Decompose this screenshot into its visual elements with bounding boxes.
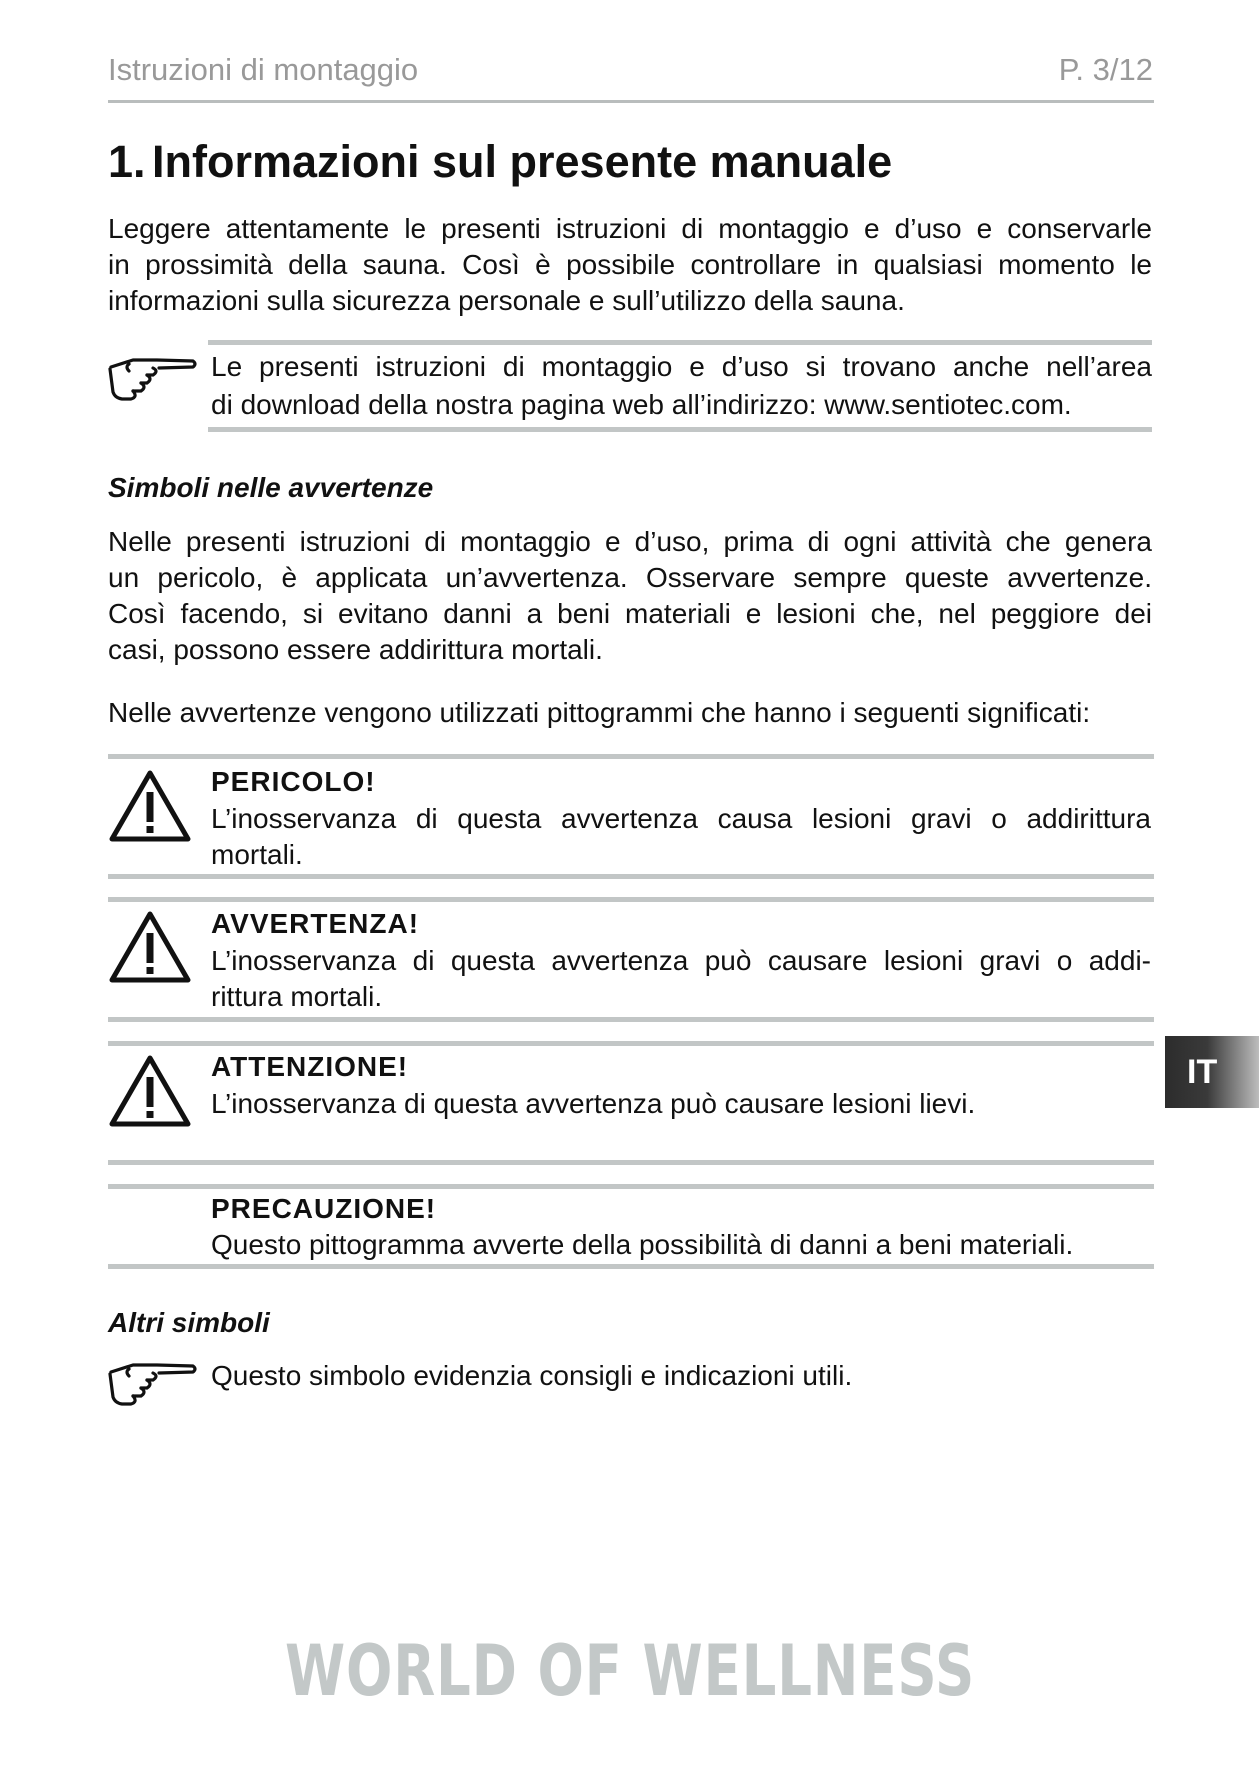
warning-rule bbox=[108, 1184, 1154, 1189]
warning-line: L’inosservanza di questa avvertenza può causare lesioni gravi o addi- bbox=[211, 945, 1151, 976]
other-symbols-heading: Altri simboli bbox=[108, 1307, 270, 1338]
intro-paragraph bbox=[108, 211, 1152, 319]
warnings-line: casi, possono essere addirittura mortali. bbox=[108, 634, 603, 665]
note-line: di download della nostra pagina web all’indirizzo: www.sentiotec.com. bbox=[211, 389, 1072, 420]
warning-rule bbox=[108, 1017, 1154, 1022]
header-title: Istruzioni di montaggio bbox=[108, 52, 419, 87]
warning-line: rittura mortali. bbox=[211, 981, 383, 1012]
note-top-rule bbox=[208, 340, 1152, 345]
warning-rule bbox=[108, 754, 1154, 759]
warning-triangle-icon bbox=[108, 909, 192, 985]
warning-body bbox=[211, 801, 1151, 873]
section-heading bbox=[108, 136, 892, 188]
warnings-line: un pericolo, è applicata un’avvertenza. Osservare sempre queste avvertenze. bbox=[108, 562, 1152, 593]
pictograms-intro-text: Nelle avvertenze vengono utilizzati pittogrammi che hanno i seguenti significati: bbox=[108, 697, 1091, 728]
warning-title: AVVERTENZA! bbox=[211, 908, 420, 939]
language-tab-label: IT bbox=[1187, 1053, 1218, 1091]
warning-body bbox=[211, 943, 1151, 1015]
tip-text: Questo simbolo evidenzia consigli e indicazioni utili. bbox=[211, 1360, 853, 1391]
warnings-line: Così facendo, si evitano danni a beni materiali e lesioni che, nel peggiore dei bbox=[108, 598, 1152, 629]
pointing-hand-icon bbox=[107, 1360, 199, 1408]
page-number: P. 3/12 bbox=[1058, 52, 1153, 87]
note-line: Le presenti istruzioni di montaggio e d’uso si trovano anche nell’area bbox=[211, 351, 1152, 382]
warning-title: ATTENZIONE! bbox=[211, 1051, 409, 1082]
warning-rule bbox=[108, 1160, 1154, 1165]
warning-line: L’inosservanza di questa avvertenza causa lesioni gravi o addirittura bbox=[211, 803, 1151, 834]
warning-rule bbox=[108, 1264, 1154, 1269]
warning-body bbox=[211, 1086, 1151, 1122]
language-tab bbox=[1165, 1036, 1259, 1108]
warning-body bbox=[211, 1227, 1151, 1263]
warning-rule bbox=[108, 874, 1154, 879]
warning-title: PRECAUZIONE! bbox=[211, 1193, 437, 1224]
note-bottom-rule bbox=[208, 427, 1152, 432]
warnings-paragraph bbox=[108, 524, 1152, 668]
warning-rule bbox=[108, 897, 1154, 902]
warning-line: L’inosservanza di questa avvertenza può causare lesioni lievi. bbox=[211, 1088, 976, 1119]
download-note bbox=[211, 348, 1152, 424]
pointing-hand-icon bbox=[107, 355, 199, 403]
footer-brand: WORLD OF WELLNESS bbox=[284, 1630, 976, 1712]
warning-line: Questo pittogramma avverte della possibilità di danni a beni materiali. bbox=[211, 1229, 1074, 1260]
warning-triangle-icon bbox=[108, 1053, 192, 1129]
section-title: Informazioni sul presente manuale bbox=[152, 136, 893, 187]
intro-line: in prossimità della sauna. Così è possibile controllare in qualsiasi momento le bbox=[108, 249, 1152, 280]
warning-triangle-icon bbox=[108, 768, 192, 844]
section-number: 1. bbox=[108, 136, 146, 187]
warning-rule bbox=[108, 1041, 1154, 1046]
warning-line: mortali. bbox=[211, 839, 303, 870]
pictograms-intro bbox=[108, 695, 1152, 731]
intro-line: Leggere attentamente le presenti istruzioni di montaggio e d’uso e conservarle bbox=[108, 213, 1152, 244]
intro-line: informazioni sulla sicurezza personale e sull’utilizzo della sauna. bbox=[108, 285, 905, 316]
warning-title: PERICOLO! bbox=[211, 766, 376, 797]
header-divider bbox=[108, 100, 1154, 103]
warnings-line: Nelle presenti istruzioni di montaggio e d’uso, prima di ogni attività che genera bbox=[108, 526, 1152, 557]
warnings-heading: Simboli nelle avvertenze bbox=[108, 472, 434, 503]
